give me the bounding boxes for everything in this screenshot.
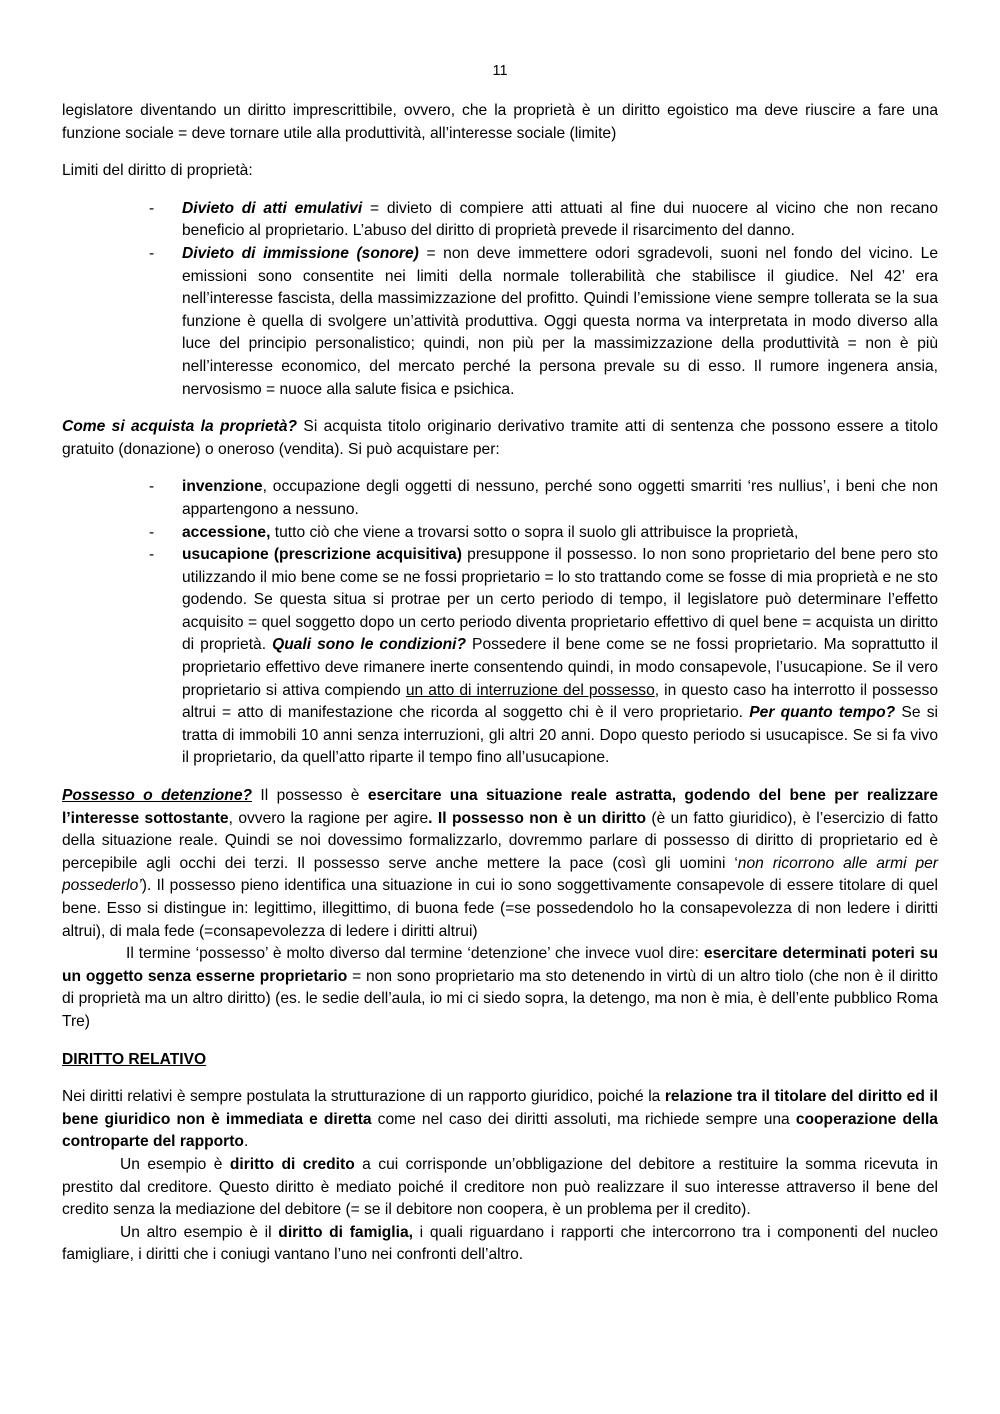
term-immissione: Divieto di immissione (sonore)	[182, 244, 419, 262]
paragraph-detenzione	[62, 943, 938, 1033]
term-emulativi: Divieto di atti emulativi	[182, 199, 363, 217]
list-item-usucapione	[62, 544, 938, 770]
page-number: 11	[492, 63, 508, 79]
acquire-modes-list	[62, 476, 938, 770]
text-possesso-4: ). Il possesso pieno identifica una situazione in cui io sono soggettivamente consapevole di essere titolare di quel bene. Esso si distingue in: legittimo, illegittimo, di buona fede (=se possedendolo ho la consapevolezza di non ledere i diritti altrui), di mala fede (=consapevolezza di ledere i diritti altrui)	[62, 877, 938, 940]
term-invenzione: invenzione	[182, 478, 263, 496]
paragraph-possesso	[62, 785, 938, 943]
bold-famiglia: diritto di famiglia,	[278, 1223, 413, 1241]
text-credito-1: Un esempio è	[120, 1155, 230, 1173]
bullet-dash: -	[149, 244, 155, 262]
text-usucapione-1: presuppone il possesso. Io non sono proprietario del bene pero sto utilizzando il mio bene come se ne fossi proprietario = lo sto trattando come se fosse di mia proprietà e ne sto godendo. Se questa situa si protrae per un certo periodo di tempo, il legislatore può determinare l’effetto acquisito = quel soggetto dopo un certo periodo diventa proprietario effettivo di quel bene = acquista un diritto di proprietà.	[182, 546, 939, 654]
text-accessione: tutto ciò che viene a trovarsi sotto o sopra il suolo gli attribuisce la proprietà,	[270, 523, 799, 541]
bold-detenzione: esercitare determinati poteri su un oggetto senza esserne proprietario	[62, 945, 938, 985]
list-item-immissione	[62, 243, 938, 401]
bullet-dash: -	[149, 523, 155, 541]
underlined-interruzione: un atto di interruzione del possesso	[405, 681, 655, 699]
list-item-emulativi	[62, 198, 938, 243]
text-relativo-1: Nei diritti relativi è sempre postulata la strutturazione di un rapporto giuridico, poiché la	[62, 1088, 665, 1106]
page-body	[62, 100, 938, 1267]
bullet-dash: -	[149, 199, 155, 217]
text-relativo-2: come nel caso dei diritti assoluti, ma richiede sempre una	[371, 1110, 796, 1128]
bold-possesso-2: . Il possesso non è un diritto	[428, 809, 646, 827]
question-tempo: Per quanto tempo?	[749, 704, 896, 722]
bold-credito: diritto di credito	[229, 1155, 355, 1173]
bold-relativo-2: cooperazione della controparte del rapporto	[62, 1110, 938, 1151]
term-usucapione: usucapione (prescrizione acquisitiva)	[182, 546, 462, 564]
text-acquire: Si acquista titolo originario derivativo tramite atti di sentenza che possono essere a titolo gratuito (donazione) o oneroso (vendita). Si può acquistare per:	[62, 418, 938, 458]
text-detenzione-2: = non sono proprietario ma sto detenendo in virtù di un altro tiolo (che non è il diritto di proprietà ma un altro diritto) (es. le sedie dell’aula, io mi ci siedo sopra, la detengo, ma non è mia, è dell’ente pubblico Roma Tre)	[62, 967, 938, 1030]
paragraph-relativo	[62, 1086, 938, 1154]
text-invenzione: , occupazione degli oggetti di nessuno, perché sono oggetti smarriti ‘res nullius’, i beni che non appartengono a nessuno.	[182, 478, 938, 518]
text-emulativi: = divieto di compiere atti attuati al fine dui nuocere al vicino che non recano beneficio al proprietario. L’abuso del diritto di proprietà prevede il risarcimento del danno.	[182, 199, 938, 240]
bold-relativo-1: relazione tra il titolare del diritto ed il bene giuridico non è immediata e diretta	[62, 1088, 939, 1128]
text-detenzione-1: Il termine ‘possesso’ è molto diverso dal termine ‘detenzione’ che invece vuol dire:	[126, 945, 704, 963]
paragraph-famiglia	[62, 1222, 938, 1267]
text-credito-2: a cui corrisponde un’obbligazione del debitore a restituire la somma ricevuta in prestito dal creditore. Questo diritto è mediato poiché il creditore non può realizzare il suo interesse attraverso il bene del credito senza la mediazione del debitore (= se il debitore non coopera, è un problema per il credito).	[62, 1155, 938, 1219]
text-usucapione-2: Possedere il bene come se ne fossi proprietario. Ma soprattutto il proprietario effettivo deve rimanere inerte consentendo quindi, in modo consapevole, l’usucapione. Se il vero proprietario si attiva compiendo	[182, 636, 938, 699]
text-possesso-3: (è un fatto giuridico), è l’esercizio di fatto della situazione reale. Quindi se noi dovessimo formalizzarlo, dovremmo parlare di possesso di diritto di proprietario ed è percepibile agli occhi dei terzi. Il possesso serve anche mettere la pace (così gli uomini ‘	[62, 809, 938, 872]
text-usucapione-4: Se si tratta di immobili 10 anni senza interruzioni, gli altri 20 anni. Dopo questo periodo si usucapisce. Se si fa vivo il proprietario, da quell’atto riparte il tempo fino all’usucapione.	[182, 704, 939, 767]
question-possesso: Possesso o detenzione?	[62, 787, 253, 805]
term-accessione: accessione,	[182, 523, 271, 541]
paragraph-acquire	[62, 416, 938, 461]
text-immissione: = non deve immettere odori sgradevoli, suoni nel fondo del vicino. Le emissioni sono consentite nei limiti della normale tollerabilità che stabilisce il giudice. Nel 42’ era nell’interesse fascista, della massimizzazione del profitto. Quindi l’emissione viene sempre tollerata se la sua funzione è quella di svolgere un’attività produttiva. Oggi questa norma va interpretata in modo diverso alla luce del principio personalistico; quindi, non più per la massimizzazione della produttività = non è più nell’interesse economico, del mercato perché la persona prevale su di esso. Il rumore ingenera ansia, nervosismo = nuoce alla salute fisica e psichica.	[182, 244, 938, 398]
text-relativo-3: .	[243, 1133, 249, 1151]
bullet-dash: -	[149, 546, 155, 564]
bullet-dash: -	[149, 478, 155, 496]
text-possesso-1: Il possesso è	[252, 787, 368, 805]
heading-diritto-relativo: DIRITTO RELATIVO	[62, 1050, 207, 1068]
limits-list	[62, 198, 938, 401]
question-condizioni: Quali sono le condizioni?	[272, 636, 467, 654]
text-famiglia-1: Un altro esempio è il	[120, 1223, 279, 1241]
list-item-accessione	[62, 522, 938, 545]
bold-possesso-1: esercitare una situazione reale astratta, godendo del bene per realizzare l’interesse sottostante	[62, 787, 938, 827]
text-possesso-2: , ovvero la ragione per agire	[228, 809, 429, 827]
text-famiglia-2: i quali riguardano i rapporti che intercorrono tra i componenti del nucleo famigliare, i diritti che i coniugi vantano l’uno nei confronti dell’altro.	[62, 1223, 939, 1264]
paragraph-credito	[62, 1154, 938, 1222]
italic-possesso: non ricorrono alle armi per possederlo’	[62, 854, 938, 895]
list-item-invenzione	[62, 476, 938, 521]
text-usucapione-3: , in questo caso ha interrotto il possesso altrui = atto di manifestazione che ricorda al soggetto chi è il vero proprietario.	[182, 681, 938, 722]
paragraph-intro: legislatore diventando un diritto imprescrittibile, ovvero, che la proprietà è un diritto egoistico ma deve riuscire a fare una funzione sociale = deve tornare utile alla produttività, all’interesse sociale (limite)	[62, 102, 938, 142]
limits-intro: Limiti del diritto di proprietà:	[62, 162, 253, 180]
question-acquire: Come si acquista la proprietà?	[62, 418, 298, 436]
